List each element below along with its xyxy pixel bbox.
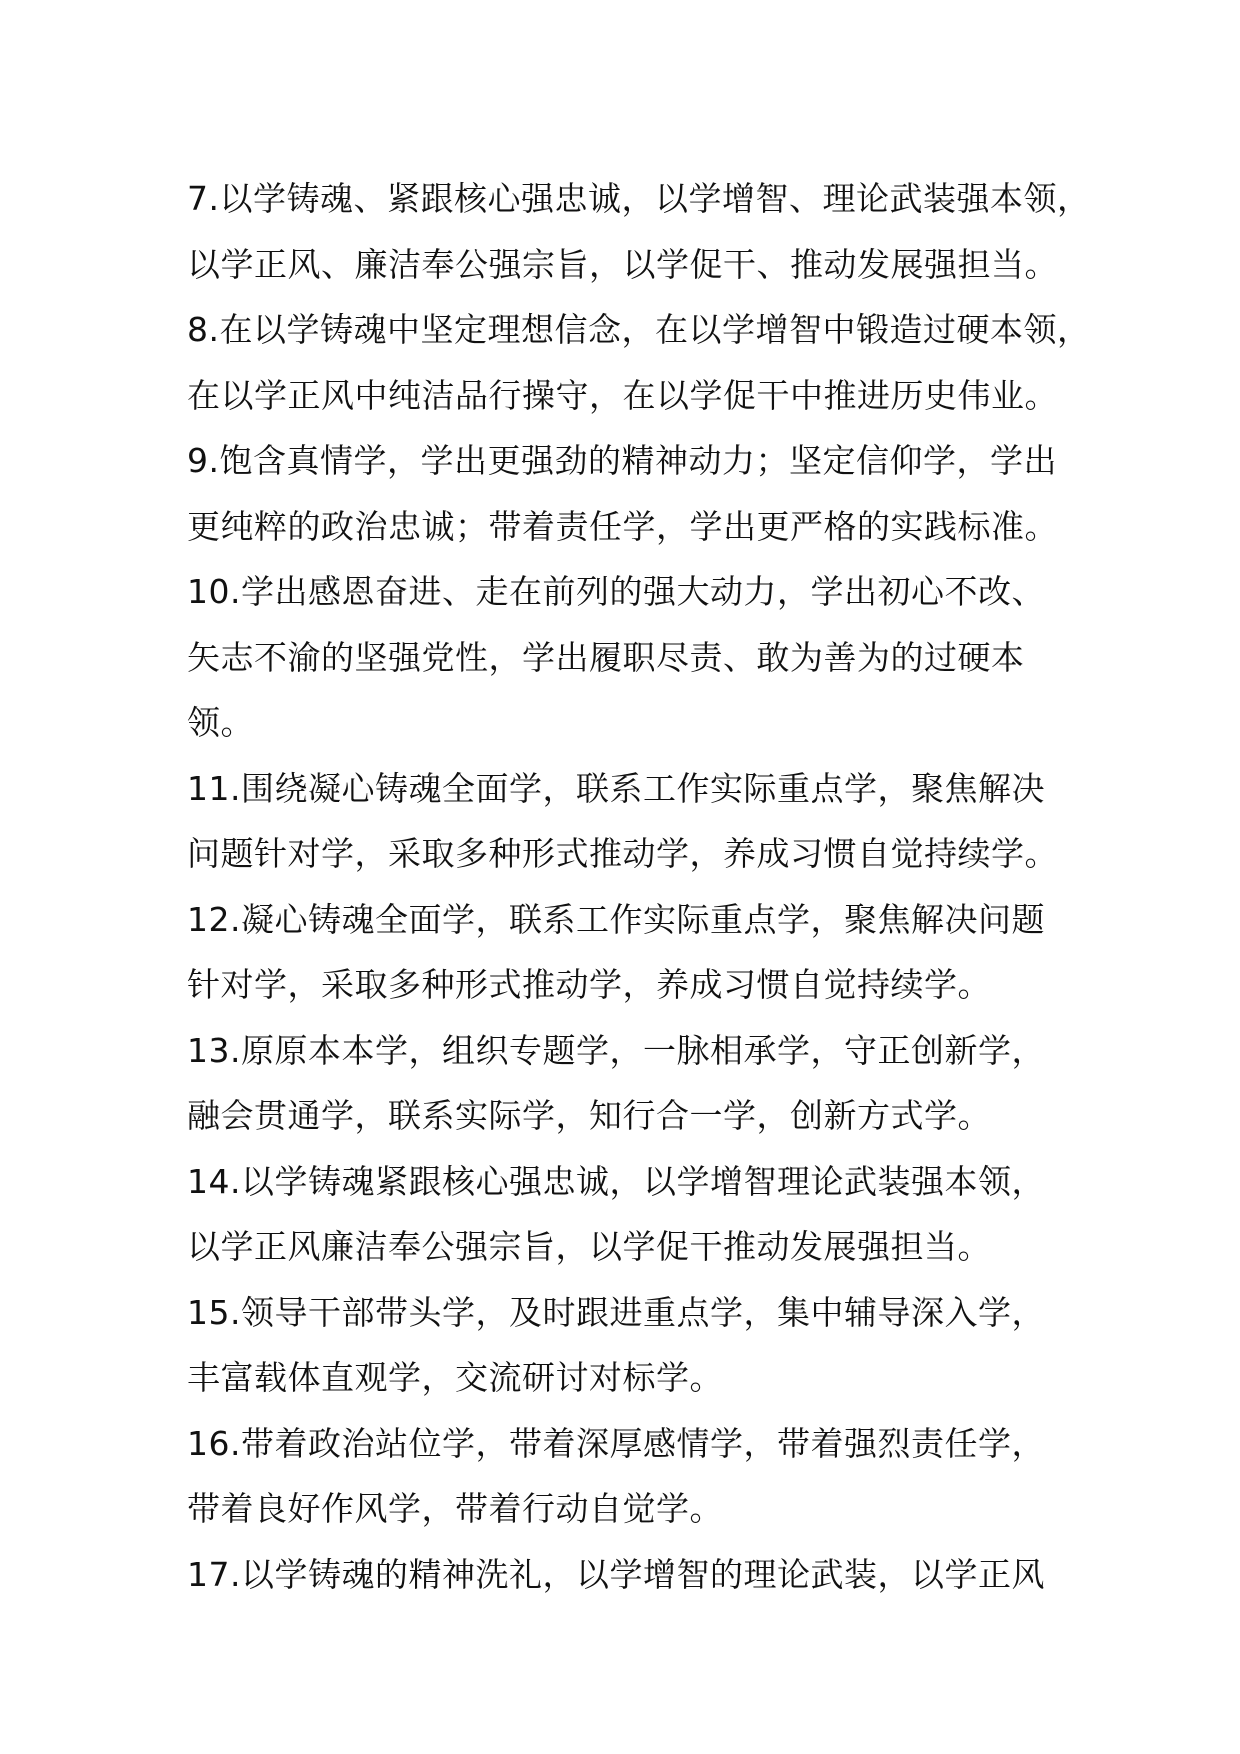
list-item-15 — [187, 1280, 1087, 1411]
text-line: 12.凝心铸魂全面学，联系工作实际重点学，聚焦解决问题 — [187, 899, 1045, 939]
list-item-11 — [187, 756, 1087, 887]
list-item-9 — [187, 428, 1087, 559]
text-line: 在以学正风中纯洁品行操守，在以学促干中推进历史伟业。 — [187, 375, 1058, 415]
text-line: 针对学，采取多种形式推动学，养成习惯自觉持续学。 — [187, 965, 991, 1004]
list-item-17 — [187, 1542, 1087, 1608]
text-line: 融会贯通学，联系实际学，知行合一学，创新方式学。 — [187, 1096, 991, 1135]
text-line: 13.原原本本学，组织专题学，一脉相承学，守正创新学， — [187, 1030, 1045, 1070]
text-line: 15.领导干部带头学，及时跟进重点学，集中辅导深入学， — [187, 1292, 1045, 1332]
text-line: 7.以学铸魂、紧跟核心强忠诚，以学增智、理论武装强本领， — [187, 179, 1091, 218]
text-line: 带着良好作风学，带着行动自觉学。 — [187, 1489, 723, 1528]
list-item-10 — [187, 559, 1087, 756]
list-item-7 — [187, 166, 1091, 297]
list-item-12 — [187, 887, 1087, 1018]
text-line: 10.学出感恩奋进、走在前列的强大动力，学出初心不改、 — [187, 572, 1045, 611]
list-item-16 — [187, 1411, 1087, 1542]
text-line: 丰富载体直观学，交流研讨对标学。 — [187, 1358, 723, 1397]
text-line: 领。 — [187, 703, 254, 742]
text-line: 9.饱含真情学，学出更强劲的精神动力；坚定信仰学，学出 — [187, 441, 1057, 480]
text-line: 问题针对学，采取多种形式推动学，养成习惯自觉持续学。 — [187, 834, 1058, 873]
text-line: 11.围绕凝心铸魂全面学，联系工作实际重点学，聚焦解决 — [187, 768, 1045, 808]
text-line: 17.以学铸魂的精神洗礼，以学增智的理论武装，以学正风 — [187, 1554, 1045, 1594]
text-line: 14.以学铸魂紧跟核心强忠诚，以学增智理论武装强本领， — [187, 1161, 1045, 1201]
text-line: 以学正风廉洁奉公强宗旨，以学促干推动发展强担当。 — [187, 1227, 991, 1266]
list-item-14 — [187, 1149, 1087, 1280]
text-line: 更纯粹的政治忠诚；带着责任学，学出更严格的实践标准。 — [187, 506, 1058, 546]
text-line: 8.在以学铸魂中坚定理想信念，在以学增智中锻造过硬本领， — [187, 310, 1091, 349]
text-line: 16.带着政治站位学，带着深厚感情学，带着强烈责任学， — [187, 1423, 1045, 1463]
document-body — [187, 166, 1091, 1607]
text-line: 矢志不渝的坚强党性，学出履职尽责、敢为善为的过硬本 — [187, 637, 1025, 677]
list-item-13 — [187, 1018, 1087, 1149]
list-item-8 — [187, 297, 1091, 428]
text-line: 以学正风、廉洁奉公强宗旨，以学促干、推动发展强担当。 — [187, 244, 1058, 284]
